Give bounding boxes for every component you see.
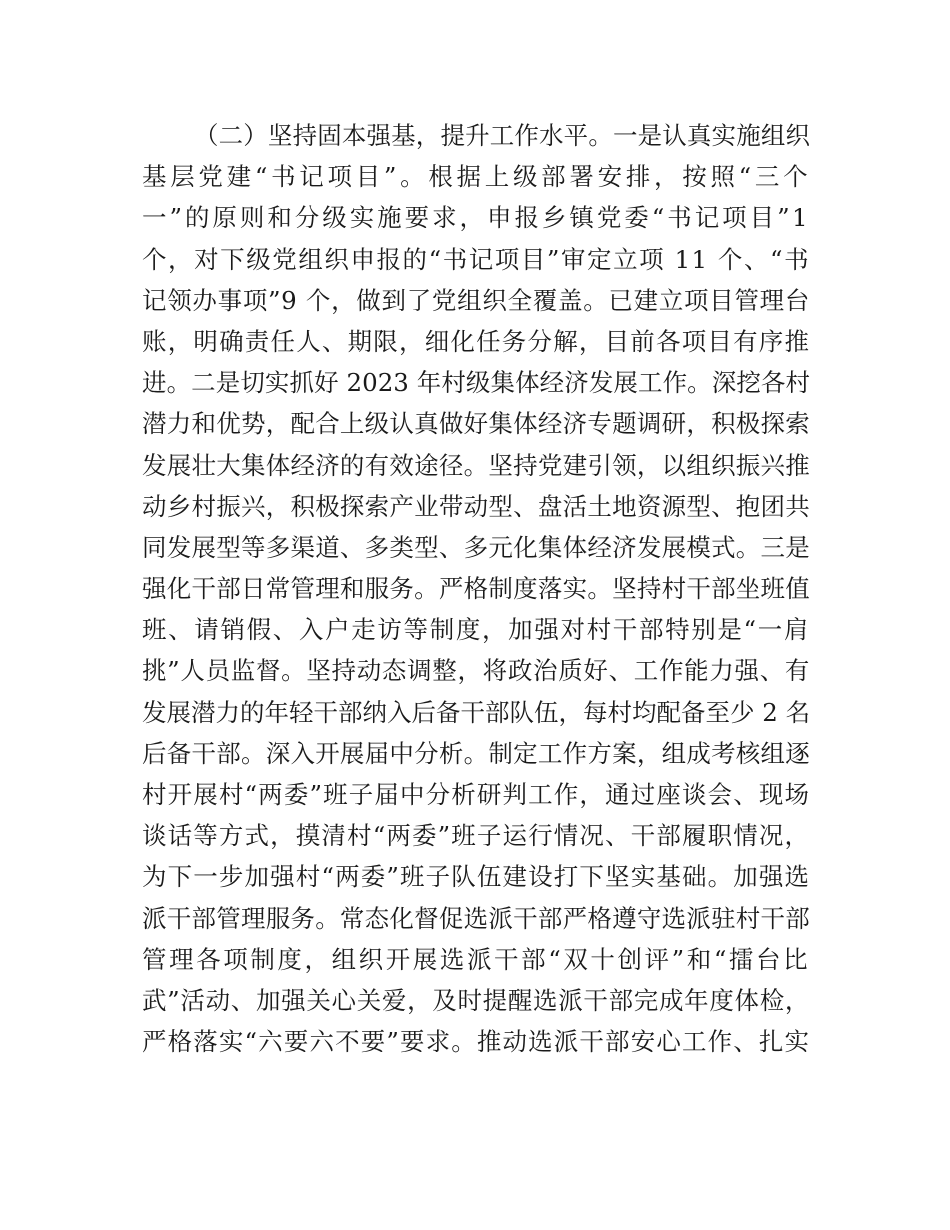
text-line: 管理各项制度，组织开展选派干部“双十创评”和“擂台比 [142,944,810,974]
text-line: 动乡村振兴，积极探索产业带动型、盘活土地资源型、抱团共 [142,491,810,521]
text-line: 一”的原则和分级实施要求，申报乡镇党委“书记项目”1 [142,203,810,233]
text-line: 记领办事项”9 个，做到了党组织全覆盖。已建立项目管理台 [142,285,810,315]
body-paragraph [142,115,810,1062]
text-line: 后备干部。深入开展届中分析。制定工作方案，组成考核组逐 [142,738,810,768]
text-line: 班、请销假、入户走访等制度，加强对村干部特别是“一肩 [142,615,810,645]
text-line: 进。二是切实抓好 2023 年村级集体经济发展工作。深挖各村 [142,368,810,398]
text-line: 村开展村“两委”班子届中分析研判工作，通过座谈会、现场 [142,780,810,809]
text-line: 同发展型等多渠道、多类型、多元化集体经济发展模式。三是 [142,532,810,562]
text-line: 发展壮大集体经济的有效途径。坚持党建引领，以组织振兴推 [142,450,810,480]
text-line: 强化干部日常管理和服务。严格制度落实。坚持村干部坐班值 [142,574,810,604]
text-line: 派干部管理服务。常态化督促选派干部严格遵守选派驻村干部 [142,903,810,933]
text-line: 基层党建“书记项目”。根据上级部署安排，按照“三个 [142,162,810,192]
text-line: 严格落实“六要六不要”要求。推动选派干部安心工作、扎实 [142,1027,810,1057]
text-line: 谈话等方式，摸清村“两委”班子运行情况、干部履职情况， [142,821,810,851]
text-line: 武”活动、加强关心关爱，及时提醒选派干部完成年度体检， [142,985,810,1015]
text-line: 挑”人员监督。坚持动态调整，将政治质好、工作能力强、有 [142,656,810,686]
text-line: 账，明确责任人、期限，细化任务分解，目前各项目有序推 [142,326,811,356]
text-line: 个，对下级党组织申报的“书记项目”审定立项 11 个、“书 [142,244,810,274]
text-line: 发展潜力的年轻干部纳入后备干部队伍，每村均配备至少 2 名 [142,697,811,727]
text-line: 为下一步加强村“两委”班子队伍建设打下坚实基础。加强选 [142,862,810,892]
text-line: （二）坚持固本强基，提升工作水平。一是认真实施组织 [194,121,810,150]
text-line: 潜力和优势，配合上级认真做好集体经济专题调研，积极探索 [142,409,810,439]
